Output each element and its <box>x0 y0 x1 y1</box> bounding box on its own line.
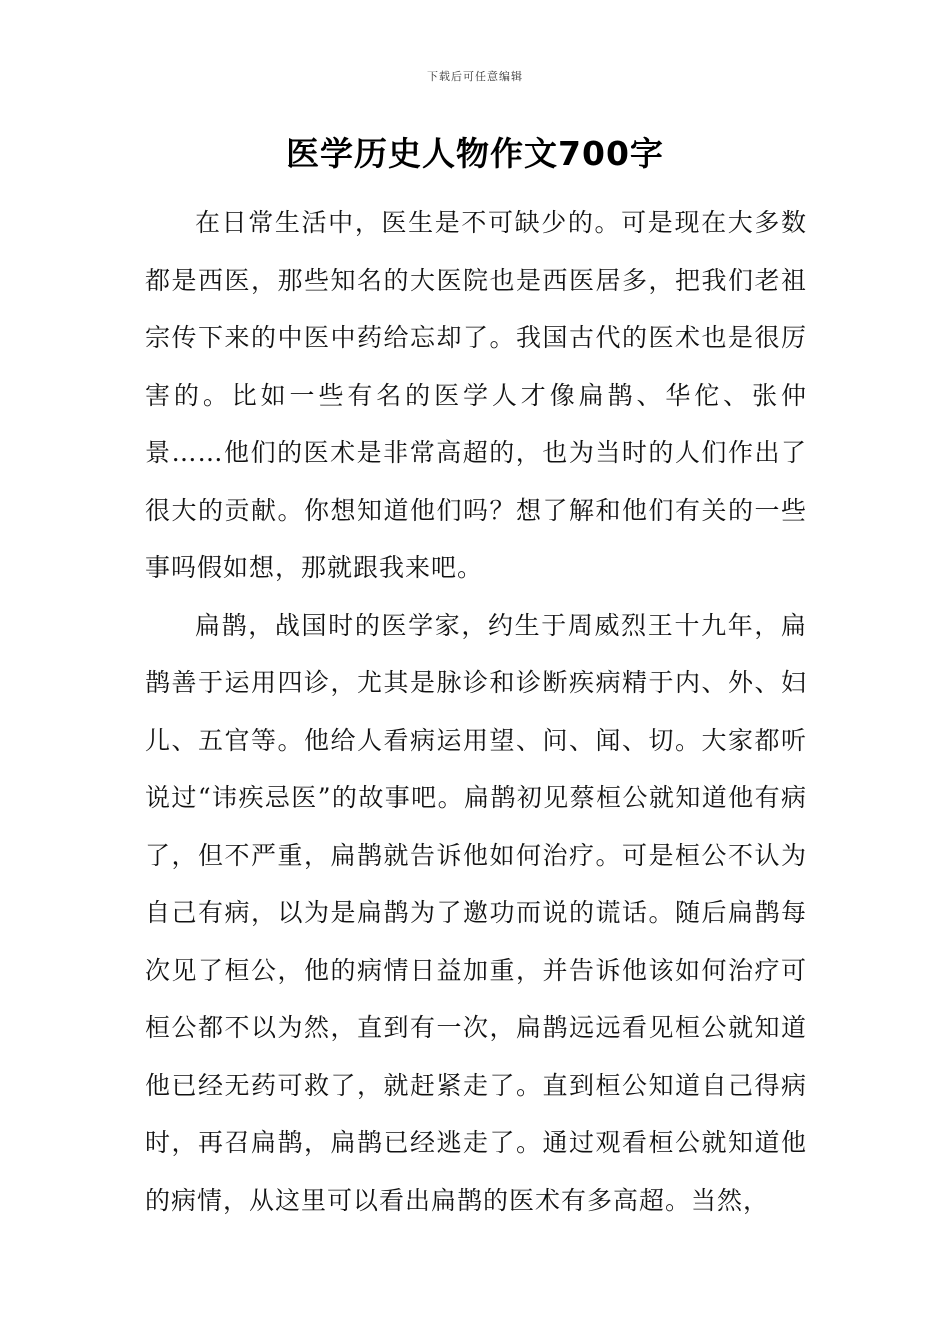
paragraph-bianque: 扁鹊，战国时的医学家，约生于周威烈王十九年，扁鹊善于运用四诊，尤其是脉诊和诊断疾病精于内、外、妇儿、五官等。他给人看病运用望、问、闻、切。大家都听说过“讳疾忌医”的故事吧。扁鹊初见蔡桓公就知道他有病了，但不严重，扁鹊就告诉他如何治疗。可是桓公不认为自己有病，以为是扁鹊为了邀功而说的谎话。随后扁鹊每次见了桓公，他的病情日益加重，并告诉他该如何治疗可桓公都不以为然，直到有一次，扁鹊远远看见桓公就知道他已经无药可救了，就赶紧走了。直到桓公知道自己得病时，再召扁鹊，扁鹊已经逃走了。通过观看桓公就知道他的病情，从这里可以看出扁鹊的医术有多高超。当然， <box>145 610 807 1215</box>
document-title: 医学历史人物作文700字 <box>286 134 664 173</box>
header-note: 下载后可任意编辑 <box>427 70 523 83</box>
document-body <box>145 194 807 1229</box>
paragraph-intro: 在日常生活中，医生是不可缺少的。可是现在大多数都是西医，那些知名的大医院也是西医居多，把我们老祖宗传下来的中医中药给忘却了。我国古代的医术也是很厉害的。比如一些有名的医学人才像扁鹊、华佗、张仲景……他们的医术是非常高超的，也为当时的人们作出了很大的贡献。你想知道他们吗？想了解和他们有关的一些事吗假如想，那就跟我来吧。 <box>145 208 807 582</box>
